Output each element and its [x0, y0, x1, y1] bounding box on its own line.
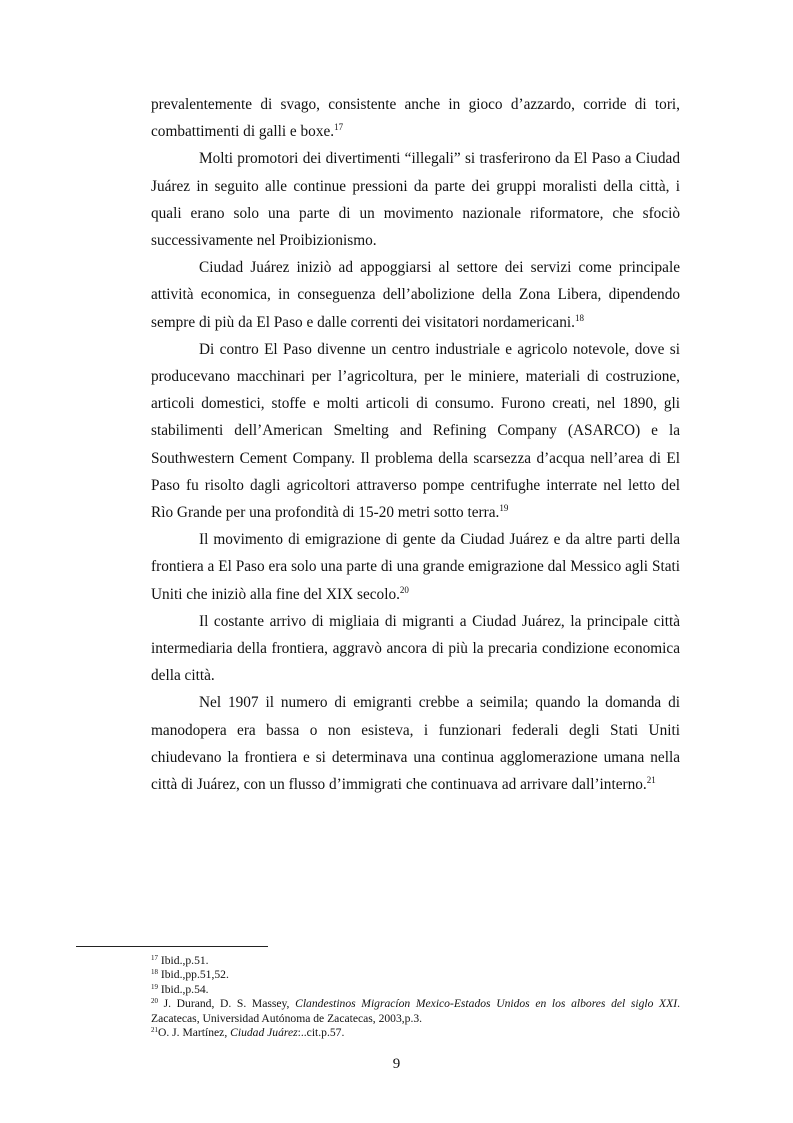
footnotes	[151, 954, 680, 1040]
paragraph-3: Ciudad Juárez iniziò ad appoggiarsi al settore dei servizi come principale attività economica, in conseguenza dell’abolizione della Zona Libera, dipendendo sempre di più da El Paso e dalle correnti dei visitatori nordamericani.$^{18}$	[151, 259, 680, 331]
footnote-18: $^{18}$ Ibid.,pp.51,52.	[151, 968, 229, 982]
paragraph-5: Il movimento di emigrazione di gente da Ciudad Juárez e da altre parti della frontiera a El Paso era solo una parte di una grande emigrazione dal Messico agli Stati Uniti che iniziò alla fine del XIX secolo.$^{20}$	[151, 531, 680, 603]
footnote-17: $^{17}$ Ibid.,p.51.	[151, 954, 209, 967]
footnote-ref-20[interactable]: 20	[399, 584, 409, 595]
paragraph-2: Molti promotori dei divertimenti “illegali” si trasferirono da El Paso a Ciudad Juárez in seguito alle continue pressioni da parte dei gruppi moralisti della città, i quali erano solo una parte di un movimento nazionale riformatore, che sfociò successivamente nel Proibizionismo.	[151, 150, 680, 250]
footnote-separator	[76, 946, 268, 947]
footnote-ref-17[interactable]: 17	[334, 122, 344, 133]
footnote-20: $^{20}$ J. Durand, D. S. Massey, Clandestinos Migracíon Mexico-Estados Unidos en los albores del siglo XXI. Zacatecas, Universidad Autónoma de Zacatecas, 2003,p.3.	[151, 997, 680, 1025]
paragraph-4: Di contro El Paso divenne un centro industriale e agricolo notevole, dove si producevano macchinari per l’agricoltura, per le miniere, materiali di costruzione, articoli domestici, stoffe e molti articoli di consumo. Furono creati, nel 1890, gli stabilimenti dell’American Smelting and Refining Company (ASARCO) e la Southwestern Cement Company. Il problema della scarsezza d’acqua nell’area di El Paso fu risolto dagli agricoltori attraverso pompe centrifughe interrate nel letto del Rìo Grande per una profondità di 15-20 metri sotto terra.$^{19}$	[151, 340, 680, 522]
footnote-19: $^{19}$ Ibid.,p.54.	[151, 982, 209, 996]
paragraph-7: Nel 1907 il numero di emigranti crebbe a seimila; quando la domanda di manodopera era bassa o non esisteva, i funzionari federali degli Stati Uniti chiudevano la frontiera e si determinava una continua agglomerazione umana nella città di Juárez, con un flusso d’immigrati che continuava ad arrivare dall’interno.$^{21}$	[151, 694, 680, 794]
body-text	[151, 91, 680, 798]
footnote-21: $^{21}$O. J. Martínez, Ciudad Juárez:..cit.p.57.	[151, 1026, 345, 1040]
cited-title: Ciudad Juárez	[230, 1026, 298, 1040]
cited-title: Clandestinos Migracíon Mexico-Estados Unidos en los albores del siglo XXI	[295, 997, 678, 1011]
footnote-ref-19[interactable]: 19	[499, 503, 509, 514]
footnote-ref-21[interactable]: 21	[646, 775, 656, 786]
page-number: 9	[392, 1056, 401, 1072]
paragraph-1: prevalentemente di svago, consistente anche in gioco d’azzardo, corride di tori, combattimenti di galli e boxe.$^{17}$	[151, 96, 680, 141]
footnote-ref-18[interactable]: 18	[574, 312, 584, 323]
paragraph-6: Il costante arrivo di migliaia di migranti a Ciudad Juárez, la principale città intermediaria della frontiera, aggravò ancora di più la precaria condizione economica della città.	[151, 612, 680, 685]
